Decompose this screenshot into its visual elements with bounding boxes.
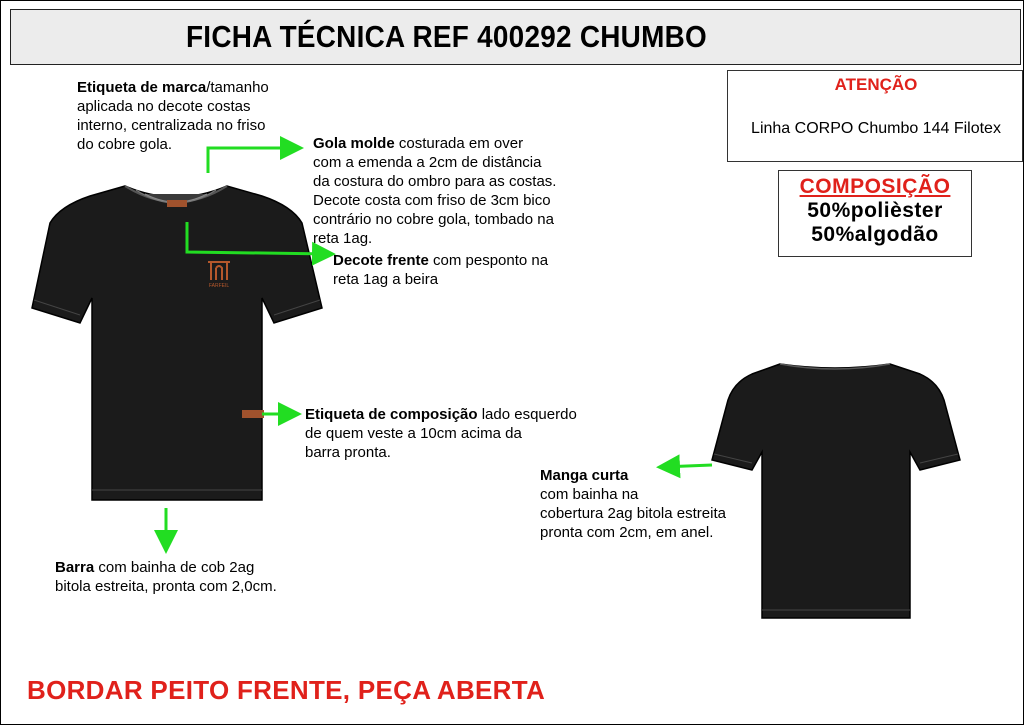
note-brand-label: Etiqueta de marca/tamanho aplicada no decote costas interno, centralizada no friso do cobre gola. bbox=[77, 79, 269, 153]
attention-heading: ATENÇÃO bbox=[834, 75, 918, 94]
composition-line: 50%polièster bbox=[807, 199, 943, 222]
note-front-neck: Decote frente com pesponto na reta 1ag a beira bbox=[333, 252, 549, 288]
note-collar: Gola molde costurada em over com a emenda a 2cm de distância da costura do ombro para as costas. Decote costa com friso de 3cm bico contrário no cobre gola, tombado na reta 1ag. bbox=[313, 135, 557, 247]
attention-text: Linha CORPO Chumbo 144 Filotex bbox=[751, 120, 1001, 137]
chest-logo-text: FARFEIL bbox=[208, 283, 230, 289]
note-sleeve: Manga curta com bainha na cobertura 2ag bitola estreita pronta com 2cm, em anel. bbox=[540, 467, 726, 541]
page-title: FICHA TÉCNICA REF 400292 CHUMBO bbox=[186, 19, 707, 54]
note-hem: Barra com bainha de cob 2ag bitola estreita, pronta com 2,0cm. bbox=[55, 559, 277, 595]
composition-heading: COMPOSIÇÃO bbox=[799, 175, 951, 198]
composition-line: 50%algodão bbox=[811, 223, 939, 246]
arrow-front-neck bbox=[187, 222, 330, 254]
footer-instruction: BORDAR PEITO FRENTE, PEÇA ABERTA bbox=[27, 675, 546, 705]
note-composition-label: Etiqueta de composição lado esquerdo de quem veste a 10cm acima da barra pronta. bbox=[305, 406, 577, 461]
